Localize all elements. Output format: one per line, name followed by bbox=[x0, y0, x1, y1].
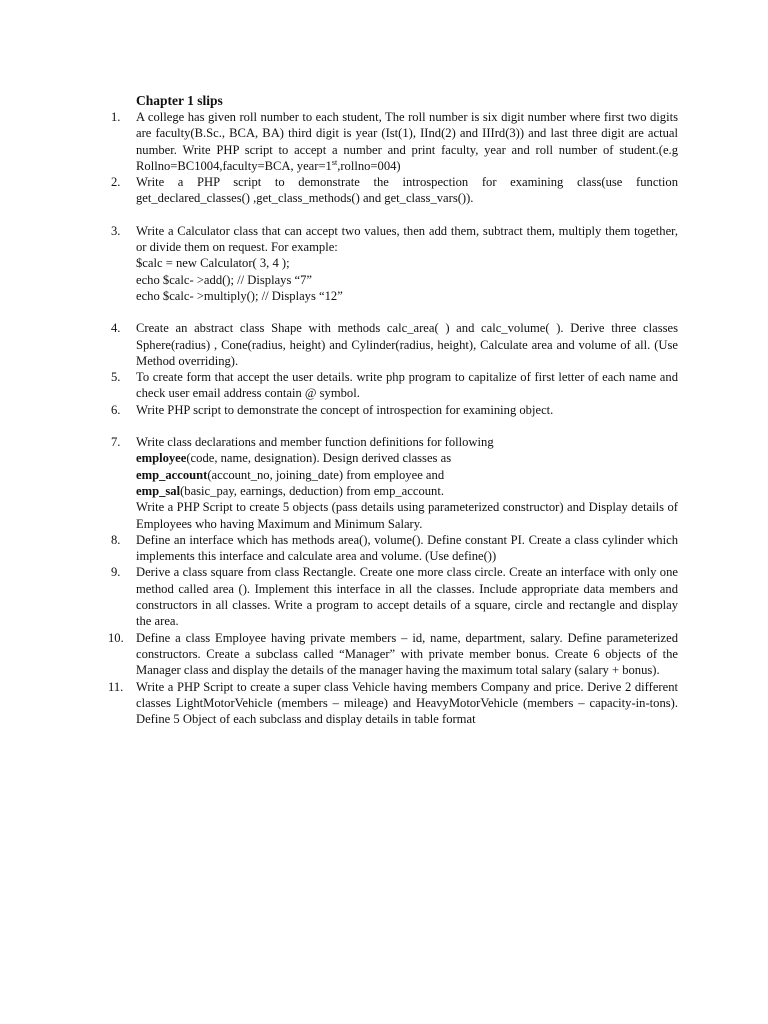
item-number: 2. bbox=[111, 175, 121, 190]
item-text-tail: ,rollno=004) bbox=[337, 158, 401, 173]
list-item-1 bbox=[108, 109, 678, 174]
item-text: To create form that accept the user details. write php program to capitalize of first letter of each name and check user email address contain @ symbol. bbox=[136, 370, 678, 401]
list-item-9 bbox=[108, 564, 678, 629]
item-text: A college has given roll number to each student, The roll number is six digit number where first two digits are faculty(B.Sc., BCA, BA) third digit is year (Ist(1), IInd(2) and IIIrd(3)) and last three digit are actual number. Write PHP script to accept a number and print faculty, year and roll number of student.(e.g Rollno=BC1004,faculty=BCA, year=1 bbox=[136, 110, 678, 173]
class-name: emp_sal bbox=[136, 483, 181, 498]
list-item-8 bbox=[108, 532, 678, 565]
item-text: Define a class Employee having private members – id, name, department, salary. Define parameterized constructors. Create a subclass called “Manager” with private member bonus. Create 6 objects of the Manager class and display the details of the manager having the maximum total salary (salary + bonus). bbox=[136, 630, 678, 678]
item-text: Write PHP script to demonstrate the concept of introspection for examining object. bbox=[136, 402, 554, 417]
code-line: $calc = new Calculator( 3, 4 ); bbox=[136, 256, 290, 271]
item-number: 11. bbox=[108, 679, 124, 694]
question-list bbox=[108, 109, 678, 727]
list-item-10 bbox=[108, 630, 678, 679]
item-number: 9. bbox=[111, 565, 121, 580]
item-number: 3. bbox=[111, 223, 121, 238]
item-text: Write a Calculator class that can accept two values, then add them, subtract them, multiply them together, or divide them on request. For example: bbox=[136, 223, 678, 255]
list-item-11 bbox=[108, 679, 678, 728]
list-item-6 bbox=[108, 402, 678, 418]
class-name: emp_account bbox=[136, 467, 208, 482]
item-number: 10. bbox=[108, 630, 124, 645]
item-text-after: Write a PHP Script to create 5 objects (pass details using parameterized constructor) and Display details of Employees who having Maximum and Minimum Salary. bbox=[136, 500, 678, 531]
list-item-5 bbox=[108, 369, 678, 402]
item-number: 7. bbox=[111, 435, 121, 450]
item-number: 5. bbox=[111, 370, 121, 385]
class-name: employee bbox=[136, 451, 187, 466]
item-number: 8. bbox=[111, 532, 121, 547]
item-number: 6. bbox=[111, 402, 121, 417]
class-fields: (account_no, joining_date) from employee and bbox=[207, 467, 445, 482]
item-number: 1. bbox=[111, 110, 121, 124]
superscript: st bbox=[331, 157, 338, 167]
code-line: echo $calc- >add(); // Displays “7” bbox=[136, 272, 312, 287]
list-item-2 bbox=[108, 174, 678, 207]
list-item-7 bbox=[108, 434, 678, 532]
list-item-4 bbox=[108, 320, 678, 369]
code-line: echo $calc- >multiply(); // Displays “12” bbox=[136, 288, 343, 303]
item-text: Write class declarations and member function definitions for following bbox=[136, 435, 494, 450]
class-definition bbox=[136, 467, 678, 483]
class-fields: (code, name, designation). Design derived classes as bbox=[186, 451, 452, 466]
item-text: Define an interface which has methods area(), volume(). Define constant PI. Create a class cylinder which implements this interface and calculate area and volume. (Use define()) bbox=[136, 532, 678, 564]
class-definition bbox=[136, 483, 678, 499]
class-fields: (basic_pay, earnings, deduction) from emp_account. bbox=[180, 483, 444, 498]
page-title: Chapter 1 slips bbox=[136, 93, 223, 108]
item-text: Create an abstract class Shape with methods calc_area( ) and calc_volume( ). Derive three classes Sphere(radius) , Cone(radius, height) and Cylinder(radius, height), Calculate area and volume of all. (Use Method overriding). bbox=[136, 321, 678, 368]
list-item-3 bbox=[108, 223, 678, 304]
item-number: 4. bbox=[111, 321, 121, 336]
item-text: Write a PHP script to demonstrate the introspection for examining class(use function get_declared_classes() ,get_class_methods() and get_class_vars()). bbox=[136, 175, 678, 206]
item-text: Derive a class square from class Rectangle. Create one more class circle. Create an interface with only one method called area (). Implement this interface in all the classes. Include appropriate data members and constructors in all classes. Write a program to accept details of a square, circle and rectangle and display the area. bbox=[136, 565, 678, 629]
class-definition bbox=[136, 450, 678, 466]
item-text: Write a PHP Script to create a super class Vehicle having members Company and price. Derive 2 different classes LightMotorVehicle (members – mileage) and HeavyMotorVehicle (members – capacity-in-tons). Define 5 Object of each subclass and display details in table format bbox=[136, 679, 678, 727]
